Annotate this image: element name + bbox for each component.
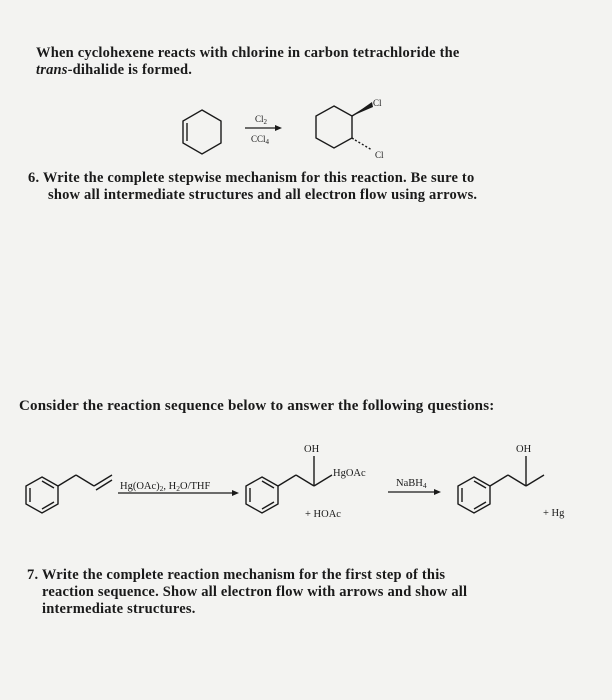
reagent-cl2: $Cl_2$ xyxy=(255,114,268,126)
wedge-bond xyxy=(352,102,373,116)
question-7-text-1: Write the complete reaction mechanism for the first step of this xyxy=(41,567,446,583)
product-cl-bottom: Cl xyxy=(375,150,384,160)
question-7 xyxy=(27,567,587,618)
reagent-hgoac2-h2o-thf: Hg(OAc)2, H2O/THF xyxy=(120,481,211,493)
intermediate-hgoac: HgOAc xyxy=(333,468,366,479)
question-7-line-2 xyxy=(27,584,587,601)
reaction2-arrow-2 xyxy=(388,489,441,495)
intro-italic-trans: trans xyxy=(36,62,68,78)
question-7-text-2: reaction sequence. Show all electron flow with arrows and show all xyxy=(42,584,468,600)
intermediate-oh: OH xyxy=(304,444,320,455)
question-6-line-1 xyxy=(28,170,588,187)
question-7-line-3 xyxy=(27,601,587,618)
intro-line-2-rest: -dihalide is formed. xyxy=(67,62,193,78)
alcohol-product-structure xyxy=(458,456,544,513)
question-7-line-1 xyxy=(27,567,587,584)
product-cl-top: Cl xyxy=(373,98,382,108)
question-6-number: 6. xyxy=(28,170,40,186)
allylbenzene-structure xyxy=(26,475,112,513)
intro-line-1: When cyclohexene reacts with chlorine in carbon tetrachloride the xyxy=(36,45,460,61)
question-6 xyxy=(28,170,588,204)
question-6-text-1: Write the complete stepwise mechanism for this reaction. Be sure to xyxy=(42,170,475,186)
reagent-ccl4: CCl$_4$ xyxy=(251,134,270,146)
reagent-nabh4: NaBH4 xyxy=(396,478,427,490)
consider-heading: Consider the reaction sequence below to answer the following questions: xyxy=(19,398,495,414)
question-7-number: 7. xyxy=(27,567,39,583)
question-6-line-2 xyxy=(28,187,588,204)
product-oh: OH xyxy=(516,444,532,455)
byproduct-hoac: + HOAc xyxy=(305,509,341,520)
question-6-text-2: show all intermediate structures and all electron flow using arrows. xyxy=(48,187,478,203)
byproduct-hg: + Hg xyxy=(543,508,565,519)
cyclohexene-structure xyxy=(183,110,221,154)
question-7-text-3: intermediate structures. xyxy=(42,601,196,617)
organomercury-intermediate-structure xyxy=(246,456,332,513)
